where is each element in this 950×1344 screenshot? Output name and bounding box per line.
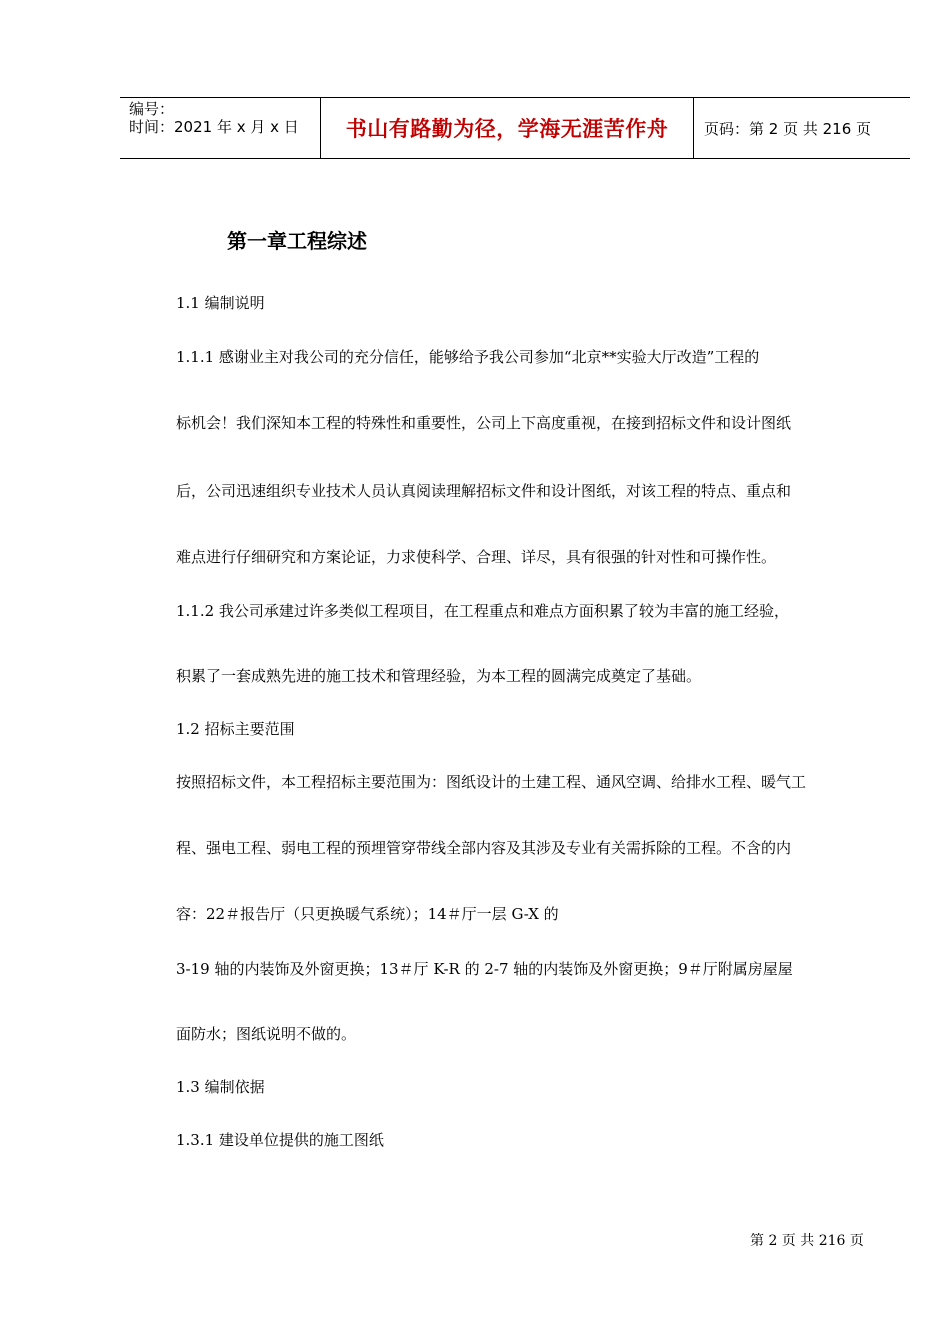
- paragraph-line: 难点进行仔细研究和方案论证，力求使科学、合理、详尽，具有很强的针对性和可操作性。: [176, 548, 777, 566]
- paragraph-line: 容：22＃报告厅（只更换暖气系统）；14＃厅一层 G-X 的: [176, 905, 559, 923]
- section-heading: 1.2 招标主要范围: [176, 720, 295, 738]
- section-heading: 1.3 编制依据: [176, 1078, 265, 1096]
- date-label: 时间：2021 年 x 月 x 日: [129, 118, 299, 136]
- section-heading: 1.1 编制说明: [176, 294, 265, 312]
- serial-number-label: 编号：: [129, 100, 175, 118]
- paragraph-line: 后，公司迅速组织专业技术人员认真阅读理解招标文件和设计图纸，对该工程的特点、重点和: [176, 482, 792, 500]
- paragraph-line: 积累了一套成熟先进的施工技术和管理经验，为本工程的圆满完成奠定了基础。: [176, 667, 702, 685]
- paragraph-line: 面防水；图纸说明不做的。: [176, 1025, 357, 1043]
- paragraph-line: 1.1.1 感谢业主对我公司的充分信任，能够给予我公司参加“北京**实验大厅改造”工程的: [176, 348, 760, 366]
- paragraph-line: 标机会！我们深知本工程的特殊性和重要性，公司上下高度重视，在接到招标文件和设计图纸: [176, 414, 792, 432]
- header-middle-cell: [321, 98, 694, 158]
- paragraph-line: 3-19 轴的内装饰及外窗更换；13＃厅 K-R 的 2-7 轴的内装饰及外窗更换；9＃厅附属房屋屋: [176, 960, 793, 978]
- paragraph-line: 1.1.2 我公司承建过许多类似工程项目，在工程重点和难点方面积累了较为丰富的施工经验，: [176, 602, 789, 620]
- page-footer: 第 2 页 共 216 页: [750, 1233, 864, 1249]
- paragraph-line: 程、强电工程、弱电工程的预埋管穿带线全部内容及其涉及专业有关需拆除的工程。不含的内: [176, 839, 792, 857]
- header-right-cell: [694, 98, 910, 158]
- document-header: [120, 97, 910, 159]
- header-left-cell: [120, 98, 321, 158]
- paragraph-line: 按照招标文件，本工程招标主要范围为：图纸设计的土建工程、通风空调、给排水工程、暖气工: [176, 773, 807, 791]
- subsection-heading: 1.3.1 建设单位提供的施工图纸: [176, 1131, 384, 1149]
- header-page-code: 页码：第 2 页 共 216 页: [704, 119, 872, 138]
- chapter-title: 第一章工程综述: [227, 229, 367, 253]
- header-motto: 书山有路勤为径，学海无涯苦作舟: [345, 117, 669, 141]
